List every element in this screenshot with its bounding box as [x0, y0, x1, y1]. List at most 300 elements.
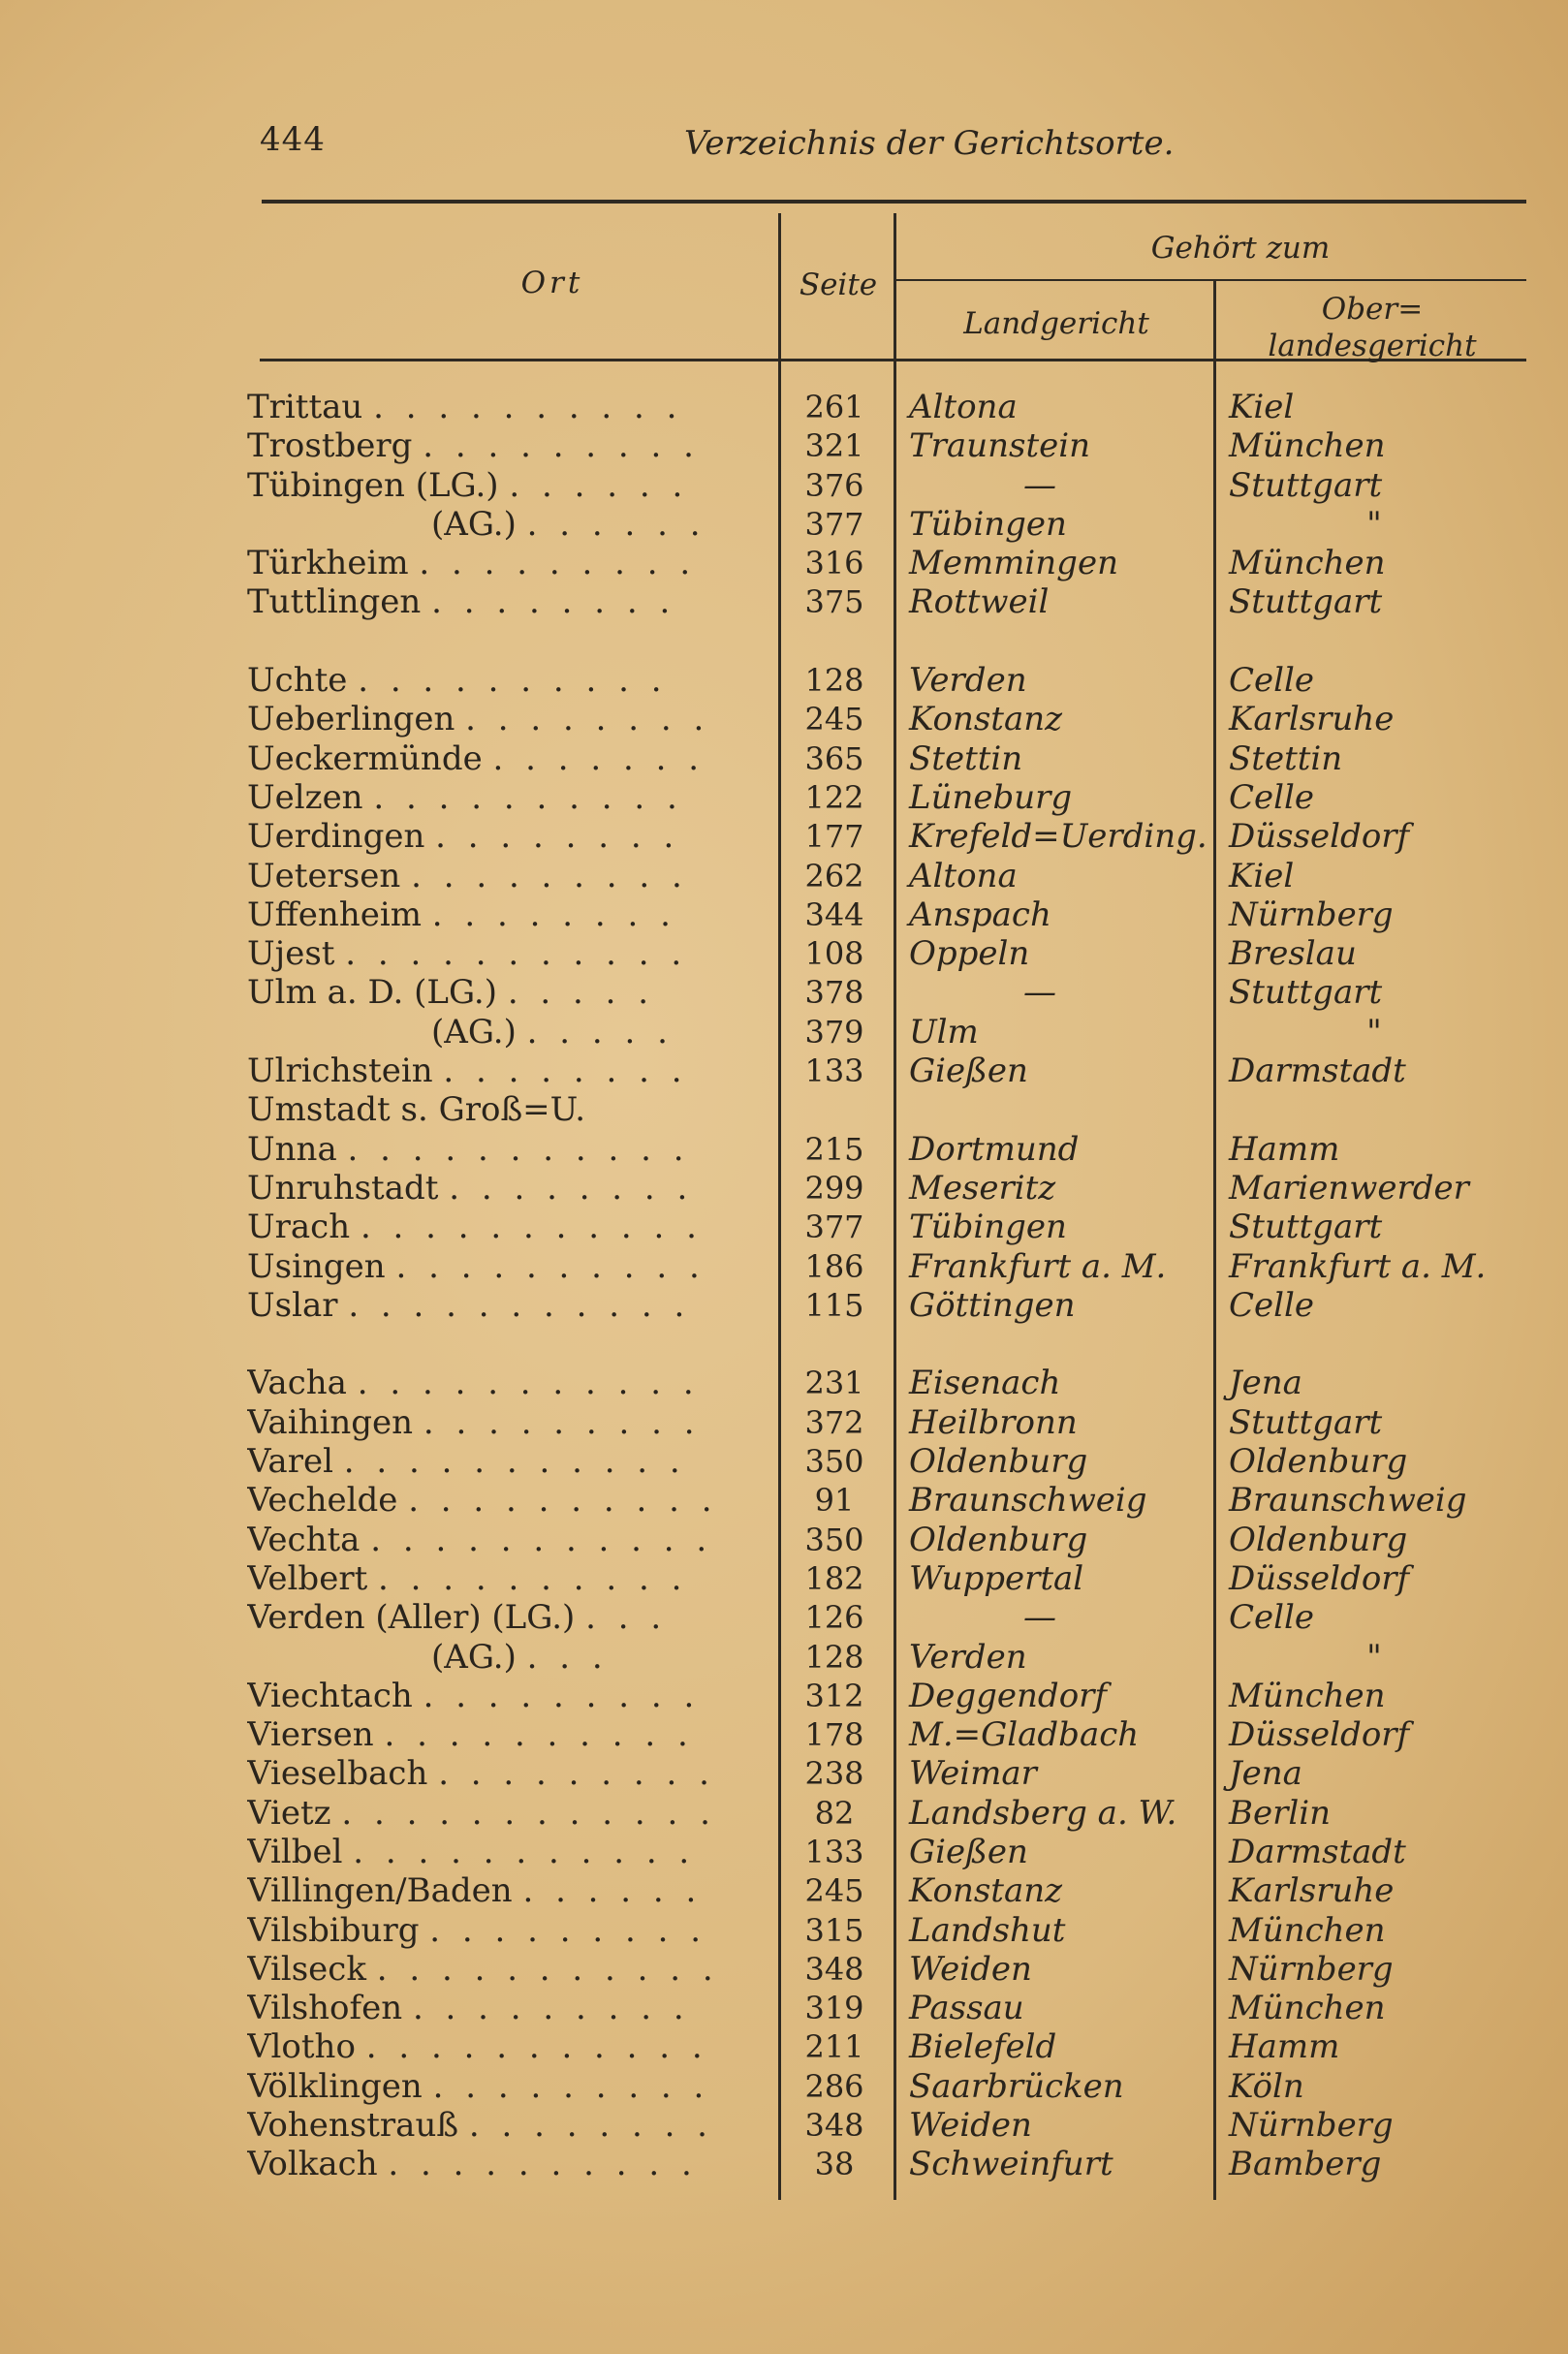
table-row [0, 1013, 1568, 1051]
cell-oberlandesgericht: " [1366, 1637, 1382, 1677]
cell-oberlandesgericht: Stuttgart [1229, 1402, 1383, 1442]
cell-oberlandesgericht: München [1229, 1989, 1386, 2028]
ort-name: Vilbel [247, 1832, 343, 1871]
ort-name: Vieselbach [247, 1754, 428, 1794]
ort-name: Ulrichstein [247, 1051, 433, 1091]
cell-ort [247, 1403, 761, 1442]
cell-landgericht: Krefeld=Uerding. [909, 817, 1207, 857]
cell-oberlandesgericht: Stuttgart [1229, 465, 1383, 505]
cell-seite: 286 [804, 2067, 864, 2105]
leader-dots: . . . . . . . . . . . [343, 1442, 686, 1482]
leader-dots: . . . . . . . . . . . [353, 1832, 696, 1871]
ort-name: Vaihingen [247, 1402, 414, 1442]
table-row [0, 700, 1568, 738]
table-row [0, 426, 1568, 465]
table-row [0, 739, 1568, 778]
leader-dots: . . . [526, 1637, 609, 1677]
cell-seite: 126 [804, 1599, 864, 1637]
cell-oberlandesgericht: Karlsruhe [1229, 700, 1395, 739]
leader-dots: . . . . . . . . . . [395, 1246, 706, 1286]
table-row [0, 1130, 1568, 1169]
cell-ort [247, 817, 761, 856]
table-row [0, 1950, 1568, 1989]
cell-ort [247, 1090, 761, 1129]
cell-landgericht: Saarbrücken [909, 2066, 1124, 2106]
cell-ort [247, 2145, 761, 2183]
leader-dots: . . . . . . . . . [411, 856, 688, 895]
cell-landgericht: Rottweil [909, 582, 1050, 622]
cell-oberlandesgericht: Stettin [1229, 738, 1343, 778]
cell-oberlandesgericht: Düsseldorf [1229, 817, 1410, 857]
cell-ort [247, 1247, 761, 1286]
cell-landgericht: Heilbronn [909, 1402, 1078, 1442]
table-row [0, 1208, 1568, 1246]
cell-seite: 231 [804, 1365, 864, 1402]
cell-seite: 91 [814, 1482, 855, 1520]
cell-ort [247, 1208, 761, 1246]
table-row [0, 1559, 1568, 1598]
leader-dots: . . . . . . . . [435, 817, 680, 857]
cell-oberlandesgericht: Celle [1229, 1285, 1315, 1325]
table-row [0, 1989, 1568, 2027]
cell-landgericht: Oldenburg [909, 1442, 1088, 1482]
table-row [0, 1247, 1568, 1286]
cell-seite: 122 [804, 778, 864, 816]
ort-name: Ulm a. D. (LG.) [247, 973, 497, 1013]
ort-name: Vilsbiburg [247, 1910, 420, 1950]
cell-ort [247, 1950, 761, 1989]
cell-ort [247, 1013, 761, 1051]
leader-dots: . . . . . . . . [465, 700, 710, 739]
cell-landgericht: Weiden [909, 1949, 1032, 1989]
cell-seite: 133 [804, 1052, 864, 1090]
leader-dots: . . . . . . . . . [438, 1754, 715, 1794]
header-olg-line2: landesgericht [1268, 329, 1477, 363]
cell-ort [247, 1051, 761, 1090]
header-sub-rule [894, 279, 1526, 281]
cell-landgericht: Tübingen [909, 1208, 1067, 1247]
ort-name: Varel [247, 1442, 333, 1482]
cell-landgericht: Tübingen [909, 504, 1067, 544]
cell-ort [247, 2106, 761, 2145]
leader-dots: . . . . . . . . . . . [360, 1208, 703, 1247]
cell-ort [247, 1481, 761, 1520]
cell-oberlandesgericht: Hamm [1229, 2027, 1340, 2067]
table-row [0, 2067, 1568, 2106]
cell-oberlandesgericht: Darmstadt [1229, 1051, 1406, 1091]
table-row [0, 2106, 1568, 2145]
cell-oberlandesgericht: Nürnberg [1229, 2106, 1394, 2146]
cell-seite: 316 [804, 545, 864, 582]
cell-oberlandesgericht: Stuttgart [1229, 973, 1383, 1013]
table-row [0, 1677, 1568, 1715]
leader-dots: . . . . . . . . . [412, 1989, 690, 2028]
cell-landgericht: Verden [909, 1637, 1027, 1677]
cell-oberlandesgericht: Kiel [1229, 388, 1295, 426]
leader-dots: . . . . . . [509, 465, 689, 505]
cell-landgericht: Verden [909, 661, 1027, 701]
leader-dots: . . . . . . . . . [423, 426, 700, 466]
table-row [0, 2027, 1568, 2066]
header-oberlandesgericht [1227, 291, 1518, 364]
cell-landgericht: — [1023, 465, 1056, 505]
leader-dots: . . . . . . . . . . . [348, 1285, 691, 1325]
cell-seite: 238 [804, 1755, 864, 1793]
cell-ort [247, 1598, 761, 1637]
ort-name: Vechelde [247, 1481, 398, 1521]
cell-ort [247, 1794, 761, 1833]
table-row [0, 1754, 1568, 1793]
ort-name: Villingen/Baden [247, 1871, 513, 1911]
leader-dots: . . . . . . . . . . [388, 2145, 698, 2184]
cell-seite: 178 [804, 1716, 864, 1754]
leader-dots: . . . . . . . . . . [408, 1481, 718, 1521]
cell-seite: 128 [804, 662, 864, 700]
cell-oberlandesgericht: Köln [1229, 2066, 1304, 2106]
cell-seite: 133 [804, 1833, 864, 1870]
section-gap [0, 1325, 1568, 1364]
cell-oberlandesgericht: Celle [1229, 661, 1315, 701]
header-seite: Seite [799, 267, 878, 302]
leader-dots: . . . . . . . [492, 738, 706, 778]
cell-ort [247, 934, 761, 973]
ort-name: Völklingen [247, 2066, 423, 2106]
ort-name: Viechtach [247, 1676, 413, 1715]
cell-ort [247, 1677, 761, 1715]
cell-ort [247, 700, 761, 738]
cell-landgericht: Gießen [909, 1051, 1028, 1091]
cell-seite: 262 [804, 857, 864, 895]
cell-landgericht: Stettin [909, 738, 1023, 778]
cell-ort [247, 1521, 761, 1559]
ort-name: Uslar [247, 1285, 338, 1325]
cell-seite: 377 [804, 505, 864, 543]
cell-landgericht: Anspach [909, 895, 1051, 934]
table-row [0, 1403, 1568, 1442]
table-row [0, 582, 1568, 621]
cell-landgericht: Dortmund [909, 1129, 1080, 1169]
cell-oberlandesgericht: Celle [1229, 777, 1315, 817]
cell-ort [247, 1442, 761, 1481]
cell-landgericht: Oppeln [909, 934, 1030, 974]
ort-name: Urach [247, 1208, 351, 1247]
ort-name: Uetersen [247, 856, 401, 895]
cell-landgericht: Ulm [909, 1012, 979, 1051]
ort-name: Unruhstadt [247, 1168, 439, 1208]
cell-ort [247, 1559, 761, 1598]
cell-ort [247, 1833, 761, 1871]
cell-ort [247, 1638, 761, 1677]
cell-seite: 245 [804, 1872, 864, 1910]
running-head: Verzeichnis der Gerichtsorte. [684, 124, 1175, 163]
cell-landgericht: — [1023, 1598, 1056, 1638]
cell-ort [247, 1754, 761, 1793]
cell-seite: 186 [804, 1247, 864, 1285]
cell-landgericht: Schweinfurt [909, 2145, 1113, 2184]
leader-dots: . . . . . . . . . . [378, 1558, 688, 1598]
table-row [0, 1638, 1568, 1677]
cell-oberlandesgericht: Karlsruhe [1229, 1871, 1395, 1911]
leader-dots: . . . . . . . . [449, 1168, 694, 1208]
cell-seite: 261 [804, 389, 864, 425]
cell-ort [247, 1364, 761, 1402]
cell-seite: 177 [804, 818, 864, 856]
cell-oberlandesgericht: Darmstadt [1229, 1832, 1406, 1871]
table-row [0, 544, 1568, 582]
table-row [0, 1090, 1568, 1129]
table-row [0, 388, 1568, 426]
header-ort: Ort [520, 266, 584, 300]
cell-landgericht: Lüneburg [909, 777, 1073, 817]
cell-ort [247, 388, 761, 426]
cell-seite: 321 [804, 427, 864, 465]
cell-landgericht: Braunschweig [909, 1481, 1147, 1521]
leader-dots: . . . . . . . . . . . [357, 1364, 700, 1403]
leader-dots: . . . . . . . . . [432, 2066, 710, 2106]
cell-landgericht: Weiden [909, 2106, 1032, 2146]
ort-name: Uffenheim [247, 895, 422, 934]
cell-seite: 211 [804, 2028, 864, 2066]
cell-oberlandesgericht: Marienwerder [1229, 1168, 1469, 1208]
cell-oberlandesgericht: Celle [1229, 1598, 1315, 1638]
page-number: 444 [260, 120, 326, 159]
cell-landgericht: Weimar [909, 1754, 1037, 1794]
leader-dots: . . . . . . . . [431, 582, 676, 622]
cell-ort [247, 1130, 761, 1169]
table-row [0, 1442, 1568, 1481]
cell-seite: 376 [804, 466, 864, 504]
cell-seite: 312 [804, 1677, 864, 1714]
leader-dots: . . . . . . . . . [419, 544, 697, 583]
cell-ort [247, 1286, 761, 1325]
table-row [0, 1911, 1568, 1950]
table-row [0, 1598, 1568, 1637]
cell-oberlandesgericht: Breslau [1229, 934, 1357, 974]
table-row [0, 1871, 1568, 1910]
leader-dots: . . . . . . [526, 504, 706, 544]
table-row [0, 1051, 1568, 1090]
ort-name: Usingen [247, 1246, 386, 1286]
ort-name: Vietz [247, 1793, 331, 1833]
section-gap [0, 622, 1568, 661]
table-row [0, 1521, 1568, 1559]
cell-oberlandesgericht: Jena [1229, 1364, 1302, 1403]
cell-seite: 38 [814, 2146, 855, 2183]
cell-ort [247, 426, 761, 465]
cell-ort [247, 582, 761, 621]
leader-dots: . . . . . . . . . . [384, 1715, 694, 1755]
cell-landgericht: Wuppertal [909, 1558, 1084, 1598]
cell-seite: 319 [804, 1990, 864, 2027]
leader-dots: . . . . . . . . . . [373, 777, 683, 817]
ort-name: Trittau [247, 388, 363, 426]
cell-seite: 344 [804, 895, 864, 933]
ort-name: Vohenstrauß [247, 2106, 459, 2146]
cell-ort [247, 857, 761, 895]
ort-name: Viersen [247, 1715, 374, 1755]
cell-ort [247, 544, 761, 582]
ort-name: (AG.) [431, 1637, 517, 1677]
cell-landgericht: M.=Gladbach [909, 1715, 1140, 1755]
cell-oberlandesgericht: München [1229, 1676, 1386, 1715]
cell-landgericht: Bielefeld [909, 2027, 1057, 2067]
table-row [0, 934, 1568, 973]
ort-name: Ueberlingen [247, 700, 455, 739]
cell-oberlandesgericht: Düsseldorf [1229, 1558, 1410, 1598]
leader-dots: . . . . . . . . . . [373, 388, 683, 426]
cell-seite: 115 [804, 1286, 864, 1324]
table-row [0, 857, 1568, 895]
cell-seite: 348 [804, 1950, 864, 1988]
cell-oberlandesgericht: " [1366, 504, 1382, 544]
cell-landgericht: Deggendorf [909, 1676, 1107, 1715]
cell-ort [247, 1871, 761, 1910]
cell-seite: 128 [804, 1638, 864, 1676]
cell-oberlandesgericht: Düsseldorf [1229, 1715, 1410, 1755]
cell-ort [247, 661, 761, 700]
cell-oberlandesgericht: München [1229, 544, 1386, 583]
cell-landgericht: Konstanz [909, 700, 1063, 739]
cell-oberlandesgericht: Braunschweig [1229, 1481, 1467, 1521]
table-row [0, 817, 1568, 856]
cell-oberlandesgericht: Stuttgart [1229, 1208, 1383, 1247]
cell-oberlandesgericht: München [1229, 1910, 1386, 1950]
leader-dots: . . . . . . . . . [423, 1402, 701, 1442]
leader-dots: . . . . . . . . . . [358, 661, 668, 701]
ort-name: Uchte [247, 661, 348, 701]
cell-landgericht: Landshut [909, 1910, 1066, 1950]
cell-ort [247, 895, 761, 934]
cell-landgericht: Gießen [909, 1832, 1028, 1871]
ort-name: Vilshofen [247, 1989, 403, 2028]
header-gehoert-zum: Gehört zum [1150, 231, 1331, 266]
table-row [0, 1169, 1568, 1208]
cell-ort [247, 2027, 761, 2066]
cell-oberlandesgericht: Nürnberg [1229, 895, 1394, 934]
table-row [0, 2145, 1568, 2183]
cell-seite: 350 [804, 1521, 864, 1558]
cell-ort [247, 466, 761, 505]
cell-landgericht: Landsberg a. W. [909, 1793, 1177, 1833]
cell-landgericht: Memmingen [909, 544, 1118, 583]
cell-landgericht: Traunstein [909, 426, 1090, 466]
cell-landgericht: Passau [909, 1989, 1024, 2028]
cell-seite: 350 [804, 1443, 864, 1481]
leader-dots: . . . . . . . . . . . [345, 934, 688, 974]
cell-ort [247, 2067, 761, 2106]
ort-name: Türkheim [247, 544, 409, 583]
ort-name: Unna [247, 1129, 337, 1169]
table-row [0, 973, 1568, 1012]
cell-seite: 245 [804, 701, 864, 738]
header-landgericht: Landgericht [963, 306, 1149, 341]
table-row [0, 1715, 1568, 1754]
leader-dots: . . . . . . . . . . . [370, 1520, 713, 1559]
cell-seite: 348 [804, 2107, 864, 2145]
table-row [0, 1794, 1568, 1833]
table-row [0, 1286, 1568, 1325]
leader-dots: . . . . . [507, 973, 655, 1013]
ort-name: Vechta [247, 1520, 361, 1559]
ort-name: Uelzen [247, 777, 363, 817]
cell-seite: 372 [804, 1403, 864, 1441]
leader-dots: . . . . . . . . . . . [365, 2027, 708, 2067]
cell-ort [247, 1715, 761, 1754]
ort-name: Uerdingen [247, 817, 425, 857]
cell-ort [247, 778, 761, 817]
cell-oberlandesgericht: " [1366, 1012, 1382, 1051]
cell-landgericht: Meseritz [909, 1168, 1056, 1208]
table-top-rule [262, 200, 1526, 204]
cell-oberlandesgericht: Stuttgart [1229, 582, 1383, 622]
ort-name: Umstadt s. Groß=U. [247, 1090, 585, 1130]
cell-seite: 379 [804, 1013, 864, 1051]
cell-oberlandesgericht: Jena [1229, 1754, 1302, 1794]
table-row [0, 505, 1568, 544]
table-row [0, 661, 1568, 700]
table-row [0, 1833, 1568, 1871]
ort-name: Verden (Aller) (LG.) [247, 1598, 576, 1638]
cell-seite: 299 [804, 1169, 864, 1207]
cell-seite: 315 [804, 1911, 864, 1949]
cell-oberlandesgericht: Kiel [1229, 856, 1295, 895]
cell-seite: 365 [804, 739, 864, 777]
cell-ort [247, 1911, 761, 1950]
leader-dots: . . . . . . . . [443, 1051, 688, 1091]
cell-ort [247, 973, 761, 1012]
leader-dots: . . . [585, 1598, 668, 1638]
cell-ort [247, 505, 761, 544]
cell-ort [247, 1169, 761, 1208]
cell-landgericht: Altona [909, 856, 1018, 895]
cell-seite: 215 [804, 1130, 864, 1168]
ort-name: (AG.) [431, 1012, 517, 1051]
cell-seite: 82 [814, 1794, 855, 1832]
leader-dots: . . . . . . . . . . . [347, 1129, 690, 1169]
ort-name: (AG.) [431, 504, 517, 544]
cell-oberlandesgericht: Bamberg [1229, 2145, 1382, 2184]
cell-landgericht: — [1023, 973, 1056, 1013]
cell-landgericht: Frankfurt a. M. [909, 1246, 1167, 1286]
cell-oberlandesgericht: Nürnberg [1229, 1949, 1394, 1989]
cell-landgericht: Göttingen [909, 1285, 1076, 1325]
table-row [0, 1481, 1568, 1520]
table-row [0, 778, 1568, 817]
ort-name: Vacha [247, 1364, 347, 1403]
cell-seite: 182 [804, 1559, 864, 1597]
leader-dots: . . . . . . . . . . . [376, 1949, 719, 1989]
ort-name: Tübingen (LG.) [247, 465, 499, 505]
ort-name: Vilseck [247, 1949, 366, 1989]
cell-oberlandesgericht: Frankfurt a. M. [1229, 1246, 1487, 1286]
table-row [0, 1364, 1568, 1402]
header-olg-line1: Ober= [1321, 292, 1424, 327]
leader-dots: . . . . . . . . . [429, 1910, 707, 1950]
cell-landgericht: Oldenburg [909, 1520, 1088, 1559]
ort-name: Trostberg [247, 426, 413, 466]
cell-seite: 108 [804, 935, 864, 973]
cell-oberlandesgericht: Oldenburg [1229, 1442, 1408, 1482]
ort-name: Ueckermünde [247, 738, 483, 778]
table-row [0, 466, 1568, 505]
cell-seite: 377 [804, 1208, 864, 1246]
cell-landgericht: Eisenach [909, 1364, 1061, 1403]
cell-oberlandesgericht: Hamm [1229, 1129, 1340, 1169]
cell-seite: 375 [804, 583, 864, 621]
leader-dots: . . . . . . . . . [423, 1676, 701, 1715]
leader-dots: . . . . . . . . . . . . [341, 1793, 716, 1833]
leader-dots: . . . . . . . . [468, 2106, 713, 2146]
